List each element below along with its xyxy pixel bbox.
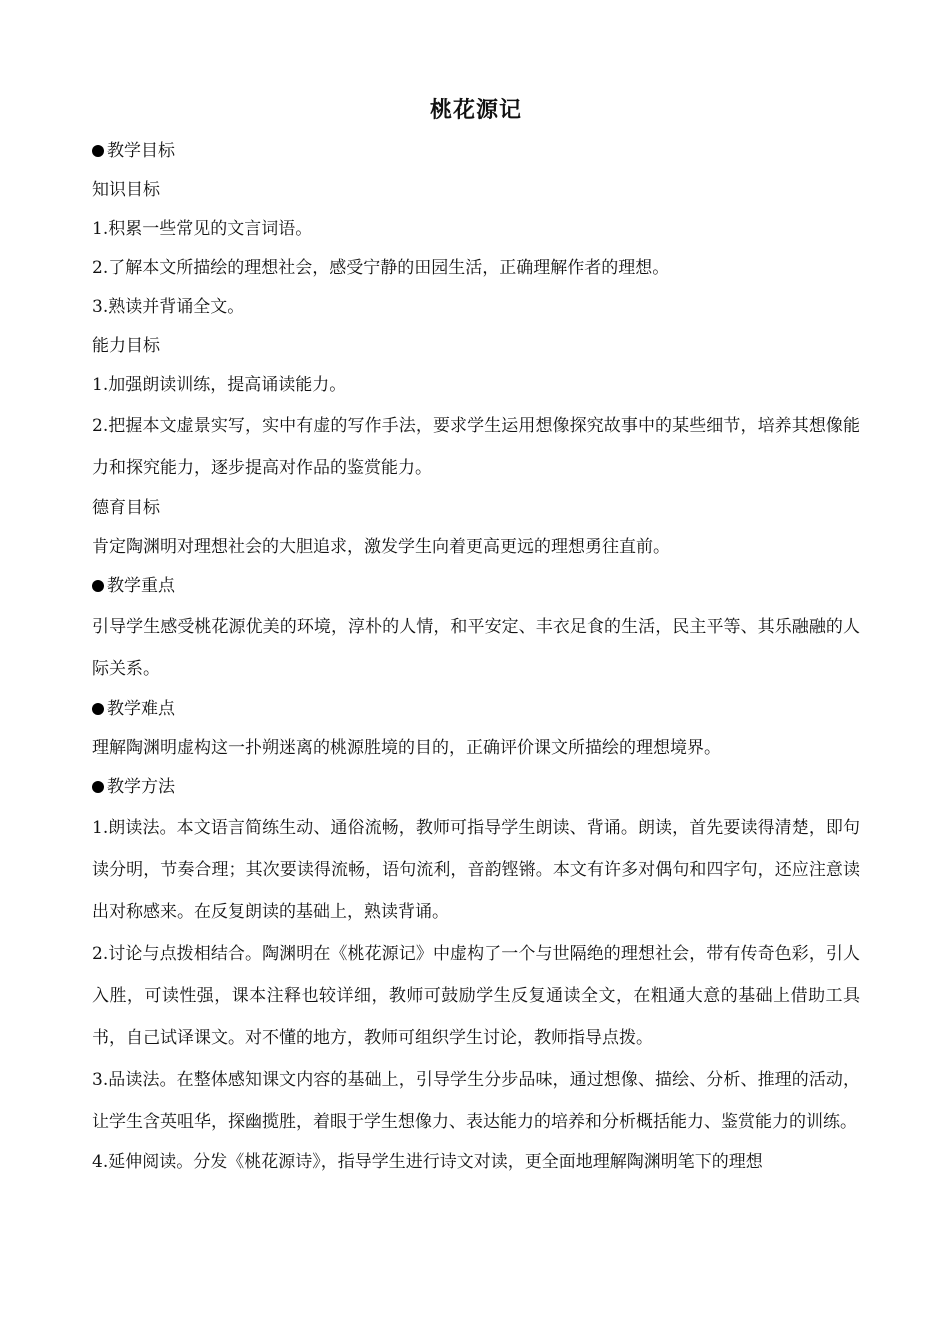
- section-heading-label: 教学难点: [107, 699, 175, 719]
- section-heading-label: 教学方法: [107, 777, 175, 797]
- section-heading-key-points: [92, 567, 860, 606]
- section-heading-methods: [92, 768, 860, 807]
- knowledge-item-3: 3.熟读并背诵全文。: [92, 297, 245, 317]
- document-title: 桃花源记: [429, 98, 522, 123]
- subheading-knowledge: 知识目标: [92, 180, 160, 200]
- method-item-3: 3.品读法。在整体感知课文内容的基础上，引导学生分步品味，通过想像、描绘、分析、推理的活动，让学生含英咀华，探幽揽胜，着眼于学生想像力、表达能力的培养和分析概括能力、鉴赏能力的训练。: [92, 1070, 860, 1132]
- key-points-text: 引导学生感受桃花源优美的环境，淳朴的人情，和平安定、丰衣足食的生活，民主平等、其乐融融的人际关系。: [92, 617, 860, 679]
- subheading-ability: 能力目标: [92, 336, 160, 356]
- bullet-dot-icon: [92, 703, 104, 715]
- method-item-2: 2.讨论与点拨相结合。陶渊明在《桃花源记》中虚构了一个与世隔绝的理想社会，带有传奇色彩，引人入胜，可读性强，课本注释也较详细，教师可鼓励学生反复通读全文，在粗通大意的基础上借助工具书，自己试译课文。对不懂的地方，教师可组织学生讨论，教师指导点拨。: [92, 944, 860, 1048]
- knowledge-item-2: 2.了解本文所描绘的理想社会，感受宁静的田园生活，正确理解作者的理想。: [92, 258, 670, 278]
- bullet-dot-icon: [92, 145, 104, 157]
- section-heading-label: 教学目标: [107, 141, 175, 161]
- document-page: [92, 96, 860, 1182]
- bullet-dot-icon: [92, 580, 104, 592]
- section-heading-difficulties: [92, 690, 860, 729]
- moral-text: 肯定陶渊明对理想社会的大胆追求，激发学生向着更高更远的理想勇往直前。: [92, 537, 670, 557]
- difficulties-text: 理解陶渊明虚构这一扑朔迷离的桃源胜境的目的，正确评价课文所描绘的理想境界。: [92, 738, 721, 758]
- subheading-moral: 德育目标: [92, 498, 160, 518]
- ability-item-1: 1.加强朗读训练，提高诵读能力。: [92, 375, 347, 395]
- method-item-4: 4.延伸阅读。分发《桃花源诗》，指导学生进行诗文对读，更全面地理解陶渊明笔下的理想: [92, 1152, 763, 1172]
- section-heading-objectives: [92, 132, 860, 171]
- section-heading-label: 教学重点: [107, 576, 175, 596]
- bullet-dot-icon: [92, 781, 104, 793]
- method-item-1: 1.朗读法。本文语言简练生动、通俗流畅，教师可指导学生朗读、背诵。朗读，首先要读得清楚，即句读分明，节奏合理；其次要读得流畅，语句流利，音韵铿锵。本文有许多对偶句和四字句，还应注意读出对称感来。在反复朗读的基础上，熟读背诵。: [92, 818, 860, 922]
- knowledge-item-1: 1.积累一些常见的文言词语。: [92, 219, 313, 239]
- ability-item-2: 2.把握本文虚景实写，实中有虚的写作手法，要求学生运用想像探究故事中的某些细节，培养其想像能力和探究能力，逐步提高对作品的鉴赏能力。: [92, 416, 860, 478]
